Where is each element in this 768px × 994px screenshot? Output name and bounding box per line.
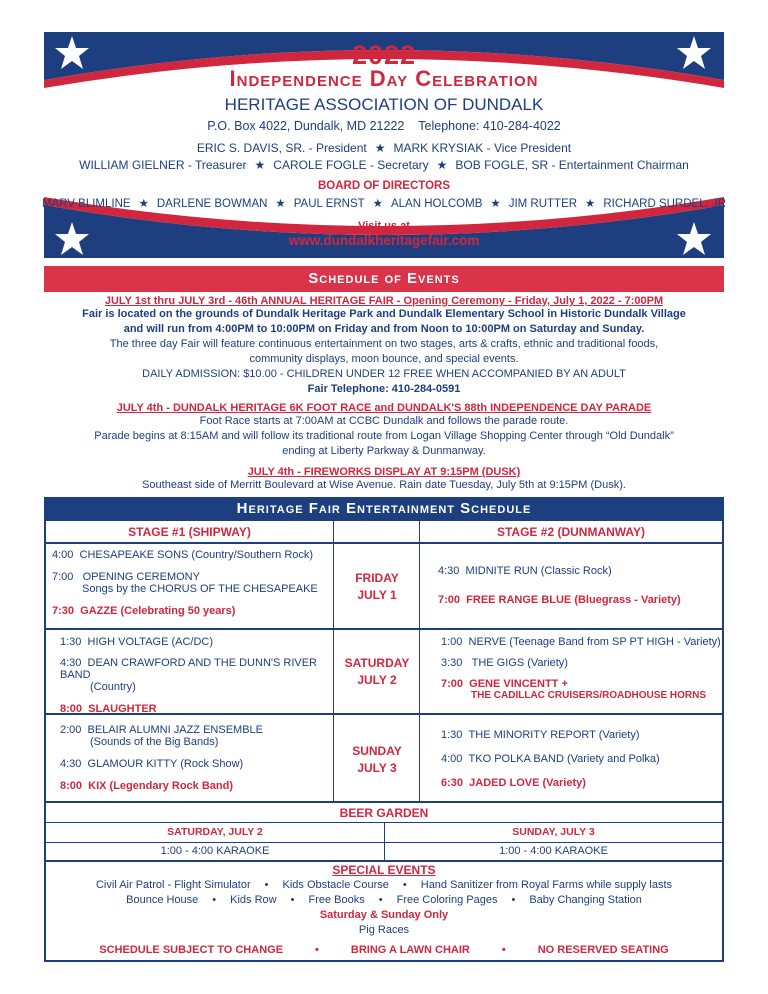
fireworks-heading: JULY 4th - FIREWORKS DISPLAY AT 9:15PM (DUSK) — [247, 466, 521, 478]
parade-line: Foot Race starts at 7:00AM at CCBC Dundalk and follows the parade route. — [199, 415, 569, 427]
fair-line: Fair is located on the grounds of Dundalk Heritage Park and Dundalk Elementary School in Historic Dundalk Village — [82, 308, 686, 320]
fireworks-line: Southeast side of Merritt Boulevard at Wise Avenue. Rain date Tuesday, July 5th at 9:15PM (Dusk). — [142, 479, 626, 491]
fair-phone: Fair Telephone: 410-284-0591 — [307, 383, 461, 395]
association-name: HERITAGE ASSOCIATION OF DUNDALK — [224, 95, 544, 114]
parade-line: ending at Liberty Parkway & Dunmanway. — [282, 445, 486, 457]
special-row-1: Civil Air Patrol - Flight Simulator • Kids Obstacle Course • Hand Sanitizer from Royal Farms while supply lasts — [95, 879, 673, 891]
act-sub: (Sounds of the Big Bands) — [90, 736, 219, 748]
act-row: 8:00 KIX (Legendary Rock Band) — [60, 780, 234, 792]
stage2-header: STAGE #2 (DUNMANWAY) — [496, 525, 645, 539]
day-friday: FRIDAY JULY 1 — [355, 571, 399, 602]
beer-garden-left-event: 1:00 - 4:00 KARAOKE — [160, 845, 270, 857]
act-row: 6:30 JADED LOVE (Variety) — [441, 777, 586, 789]
entertainment-title: Heritage Fair Entertainment Schedule — [236, 500, 532, 517]
act-row: 1:00 NERVE (Teenage Band from SP PT HIGH - Variety) — [441, 636, 721, 648]
fair-line: The three day Fair will feature continuous entertainment on two stages, arts & crafts, ethnic and traditional foods, — [109, 338, 659, 350]
address: P.O. Box 4022, Dundalk, MD 21222 — [207, 119, 405, 133]
fireworks-section — [44, 466, 724, 493]
saturday-stage1 — [60, 636, 332, 715]
act-row: 4:30 MIDNITE RUN (Classic Rock) — [438, 565, 612, 577]
telephone: Telephone: 410-284-4022 — [418, 119, 561, 133]
event-title: Independence Day Celebration — [229, 66, 539, 91]
act-row: 4:00 CHESAPEAKE SONS (Country/Southern Rock) — [52, 549, 314, 561]
act-row: 3:30 THE GIGS (Variety) — [441, 657, 568, 669]
act-row: 4:00 TKO POLKA BAND (Variety and Polka) — [441, 753, 660, 765]
board-member: MARV BLIMLINE — [41, 198, 131, 210]
sunday-stage2 — [441, 729, 721, 789]
website-link[interactable]: www.dundalkheritagefair.com — [288, 233, 480, 248]
board-member: RICHARD SURDEL, JR — [603, 198, 727, 210]
parade-section — [44, 402, 724, 459]
parade-line: Parade begins at 8:15AM and will follow its traditional route from Logan Village Shopping Center through “Old Dundalk” — [94, 430, 674, 442]
friday-stage2 — [438, 565, 718, 606]
act-row: 2:00 BELAIR ALUMNI JAZZ ENSEMBLE — [60, 724, 263, 736]
event-year: 2022 — [351, 40, 417, 70]
act-row: 7:00 GENE VINCENTT + — [441, 678, 568, 690]
day-sunday: SUNDAY JULY 3 — [352, 744, 402, 775]
saturday-stage2 — [441, 636, 721, 701]
visit-label: Visit us at — [358, 220, 410, 232]
act-row: 4:30 GLAMOUR KITTY (Rock Show) — [60, 758, 244, 770]
officer: CAROLE FOGLE - Secretary — [273, 158, 429, 172]
act-row: 4:30 DEAN CRAWFORD AND THE DUNN'S RIVER BAND — [60, 657, 317, 681]
fair-line: and will run from 4:00PM to 10:00PM on Friday and from Noon to 10:00PM on Saturday and Sunday. — [123, 323, 645, 335]
act-row: 8:00 SLAUGHTER — [60, 703, 157, 715]
fair-line: DAILY ADMISSION: $10.00 - CHILDREN UNDER 12 FREE WHEN ACCOMPANIED BY AN ADULT — [142, 368, 626, 380]
beer-garden-right-day: SUNDAY, JULY 3 — [512, 826, 595, 838]
sunday-stage1 — [60, 724, 332, 792]
officer: BOB FOGLE, SR - Entertainment Chairman — [455, 158, 689, 172]
board-member: JIM RUTTER — [508, 198, 578, 210]
officer: MARK KRYSIAK - Vice President — [393, 141, 572, 155]
act-sub: Songs by the CHORUS OF THE CHESAPEAKE — [82, 583, 318, 595]
officer: WILLIAM GIELNER - Treasurer — [79, 158, 247, 172]
board-member: PAUL ERNST — [293, 198, 365, 210]
fair-line: community displays, moon bounce, and special events. — [249, 353, 519, 365]
board-member: DARLENE BOWMAN — [156, 198, 268, 210]
day-saturday: SATURDAY JULY 2 — [344, 656, 410, 687]
friday-stage1 — [52, 549, 332, 617]
beer-garden-right-event: 1:00 - 4:00 KARAOKE — [499, 845, 608, 857]
act-row: 7:00 FREE RANGE BLUE (Bluegrass - Variety) — [438, 594, 681, 606]
officers-row-2: WILLIAM GIELNER - Treasurer ★ CAROLE FOGLE - Secretary ★ BOB FOGLE, SR - Entertainment Chairman — [79, 158, 689, 172]
officer: ERIC S. DAVIS, SR. - President — [196, 141, 367, 155]
act-row: 7:30 GAZZE (Celebrating 50 years) — [52, 605, 236, 617]
officers-row-1: ERIC S. DAVIS, SR. - President ★ MARK KRYSIAK - Vice President — [196, 141, 572, 155]
act-row: 1:30 THE MINORITY REPORT (Variety) — [441, 729, 640, 741]
contact-line — [44, 119, 724, 133]
board-list: MARV BLIMLINE ★ DARLENE BOWMAN ★ PAUL ERNST ★ ALAN HOLCOMB ★ JIM RUTTER ★ RICHARD SURDEL, JR — [41, 198, 727, 210]
schedule-title: Schedule of Events — [308, 270, 460, 287]
act-sub: (Country) — [90, 681, 136, 693]
act-row: 7:00 OPENING CEREMONY — [52, 571, 200, 583]
stage1-header: STAGE #1 (SHIPWAY) — [128, 525, 251, 539]
special-row-2: Bounce House • Kids Row • Free Books • Free Coloring Pages • Baby Changing Station — [126, 894, 642, 906]
weekend-only-title: Saturday & Sunday Only — [319, 909, 449, 921]
special-events-title: SPECIAL EVENTS — [332, 863, 436, 877]
weekend-only-item: Pig Races — [358, 924, 410, 936]
footer-notes: SCHEDULE SUBJECT TO CHANGE • BRING A LAWN CHAIR • NO RESERVED SEATING — [99, 944, 669, 956]
beer-garden-title: BEER GARDEN — [339, 806, 429, 820]
board-member: ALAN HOLCOMB — [390, 198, 483, 210]
beer-garden-left-day: SATURDAY, JULY 2 — [167, 826, 263, 838]
act-sub: THE CADILLAC CRUISERS/ROADHOUSE HORNS — [471, 690, 707, 701]
act-row: 1:30 HIGH VOLTAGE (AC/DC) — [60, 636, 214, 648]
fair-section — [44, 295, 724, 397]
fair-heading: JULY 1st thru JULY 3rd - 46th ANNUAL HERITAGE FAIR - Opening Ceremony - Friday, July 1, 2022 - 7:00PM — [104, 295, 664, 307]
parade-heading: JULY 4th - DUNDALK HERITAGE 6K FOOT RACE and DUNDALK'S 88th INDEPENDENCE DAY PARADE — [116, 402, 652, 414]
board-title: BOARD OF DIRECTORS — [317, 180, 451, 192]
